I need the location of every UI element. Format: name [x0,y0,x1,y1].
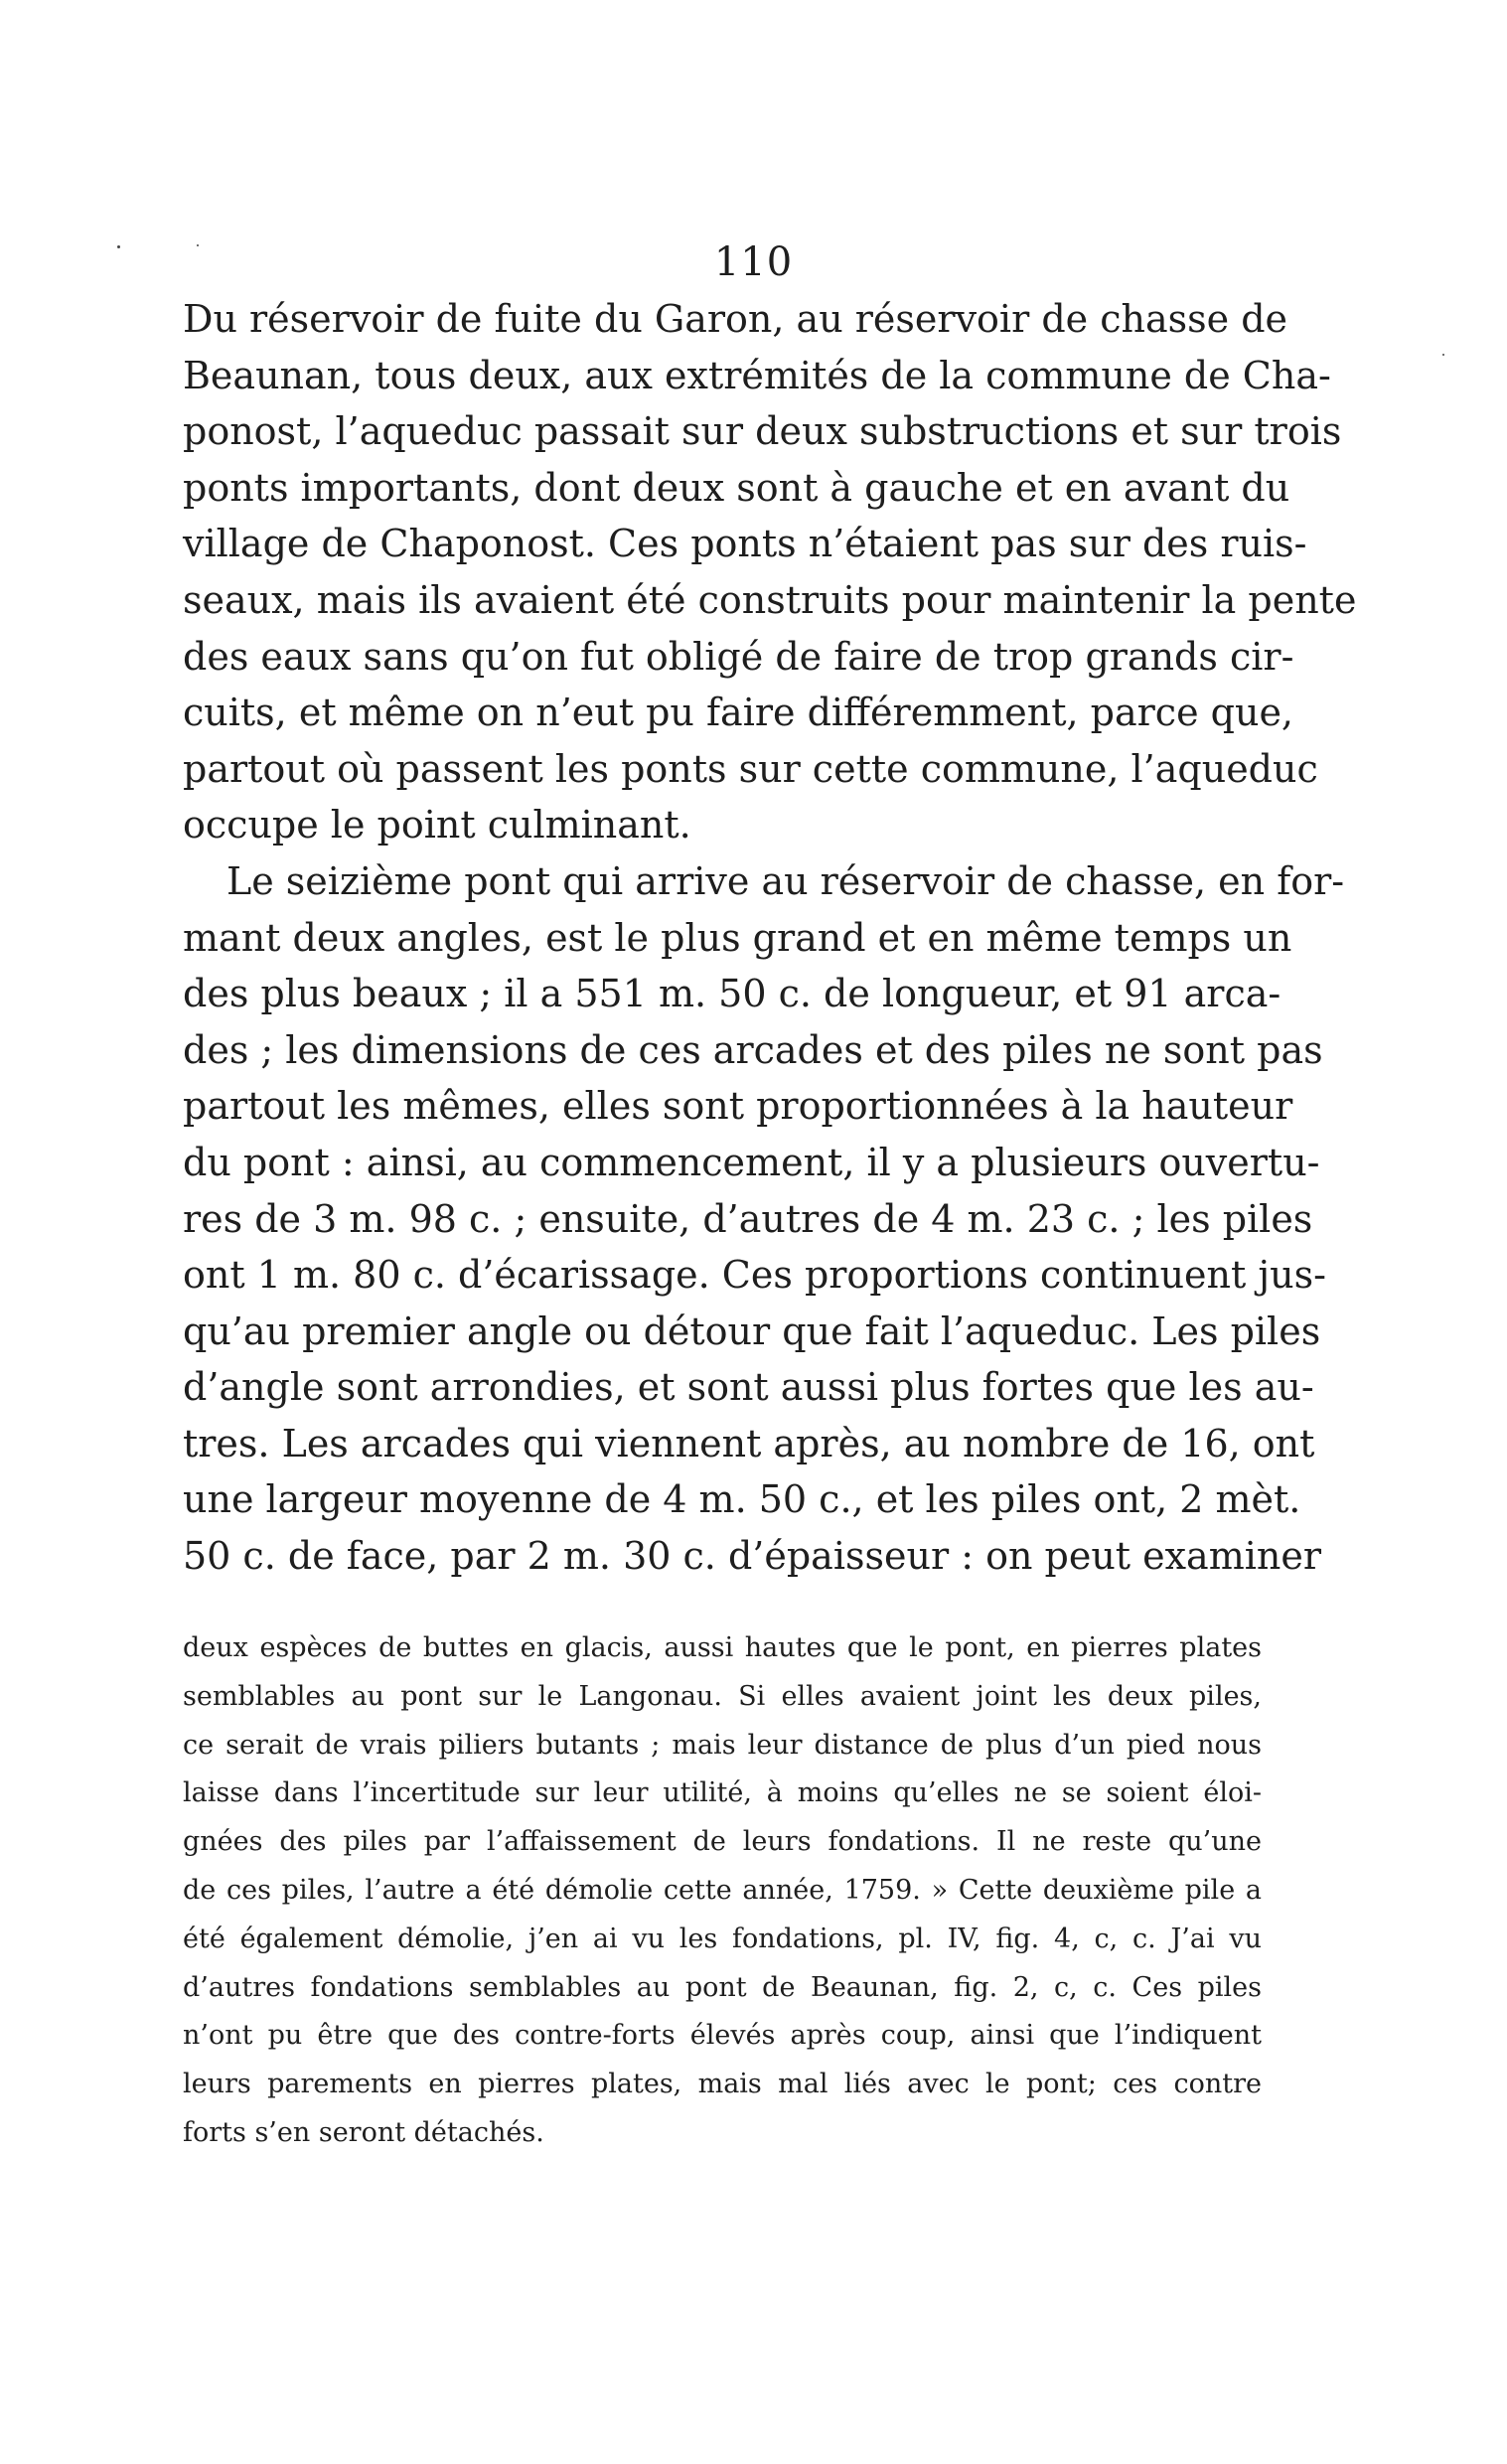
page-number: 110 [713,239,794,285]
body-line: des plus beaux ; il a 551 m. 50 c. de longueur, et 91 arca- [183,972,1281,1016]
footnote-line: forts s’en seront détachés. [183,2116,544,2148]
footnote-line: deux espèces de buttes en glacis, aussi hautes que le pont, en pierres plates [183,1632,1262,1663]
body-line: seaux, mais ils avaient été construits pour maintenir la pente [183,577,1357,622]
body-line: partout les mêmes, elles sont proportionnées à la hauteur [183,1084,1293,1129]
body-line: tres. Les arcades qui viennent après, au nombre de 16, ont [183,1421,1315,1465]
body-line: ponost, l’aqueduc passait sur deux substructions et sur trois [183,409,1342,454]
body-text [183,291,1357,1585]
footnote-line: été également démolie, j’en ai vu les fondations, pl. IV, fig. 4, c, c. J’ai vu [183,1923,1262,1954]
footnote-line: leurs parements en pierres plates, mais mal liés avec le pont; ces contre [183,2069,1262,2100]
footnote-line: de ces piles, l’autre a été démolie cette année, 1759. » Cette deuxième pile a [183,1874,1262,1906]
body-line: Du réservoir de fuite du Garon, au réservoir de chasse de [183,297,1288,341]
footnote-line: d’autres fondations semblables au pont de Beaunan, fig. 2, c, c. Ces piles [183,1971,1262,2003]
body-line: 50 c. de face, par 2 m. 30 c. d’épaisseur : on peut examiner [183,1534,1322,1579]
body-line: Beaunan, tous deux, aux extrémités de la commune de Cha- [183,353,1331,397]
body-line: Le seizième pont qui arrive au réservoir de chasse, en for- [226,858,1345,903]
body-line: occupe le point culminant. [183,803,691,847]
body-line: ont 1 m. 80 c. d’écarissage. Ces proportions continuent jus- [183,1253,1326,1298]
body-line: qu’au premier angle ou détour que fait l’aqueduc. Les piles [183,1309,1321,1353]
footnote-text [183,1624,1262,2158]
footnote-line: ce serait de vrais piliers butants ; mais leur distance de plus d’un pied nous [183,1729,1262,1761]
footnote-line: gnées des piles par l’affaissement de leurs fondations. Il ne reste qu’une [183,1826,1262,1858]
body-line: cuits, et même on n’eut pu faire différemment, parce que, [183,691,1294,735]
body-line: res de 3 m. 98 c. ; ensuite, d’autres de 4 m. 23 c. ; les piles [183,1196,1313,1241]
body-line: d’angle sont arrondies, et sont aussi plus fortes que les au- [183,1365,1314,1410]
scan-speck [1442,354,1444,356]
body-line: village de Chaponost. Ces ponts n’étaient pas sur des ruis- [183,522,1307,566]
body-line: ponts importants, dont deux sont à gauche et en avant du [183,465,1290,510]
body-line: du pont : ainsi, au commencement, il y a plusieurs ouvertu- [183,1140,1320,1184]
footnote-line: semblables au pont sur le Langonau. Si elles avaient joint les deux piles, [183,1680,1262,1712]
body-line: mant deux angles, est le plus grand et en même temps un [183,915,1292,960]
footnote-line: laisse dans l’incertitude sur leur utilité, à moins qu’elles ne se soient éloi- [183,1777,1262,1809]
body-line: des eaux sans qu’on fut obligé de faire de trop grands cir- [183,634,1294,679]
footnote-line: n’ont pu être que des contre-forts élevés après coup, ainsi que l’indiquent [183,2020,1262,2052]
body-line: des ; les dimensions de ces arcades et des piles ne sont pas [183,1027,1323,1072]
body-line: partout où passent les ponts sur cette commune, l’aqueduc [183,746,1318,791]
body-line: une largeur moyenne de 4 m. 50 c., et les piles ont, 2 mèt. [183,1477,1301,1522]
